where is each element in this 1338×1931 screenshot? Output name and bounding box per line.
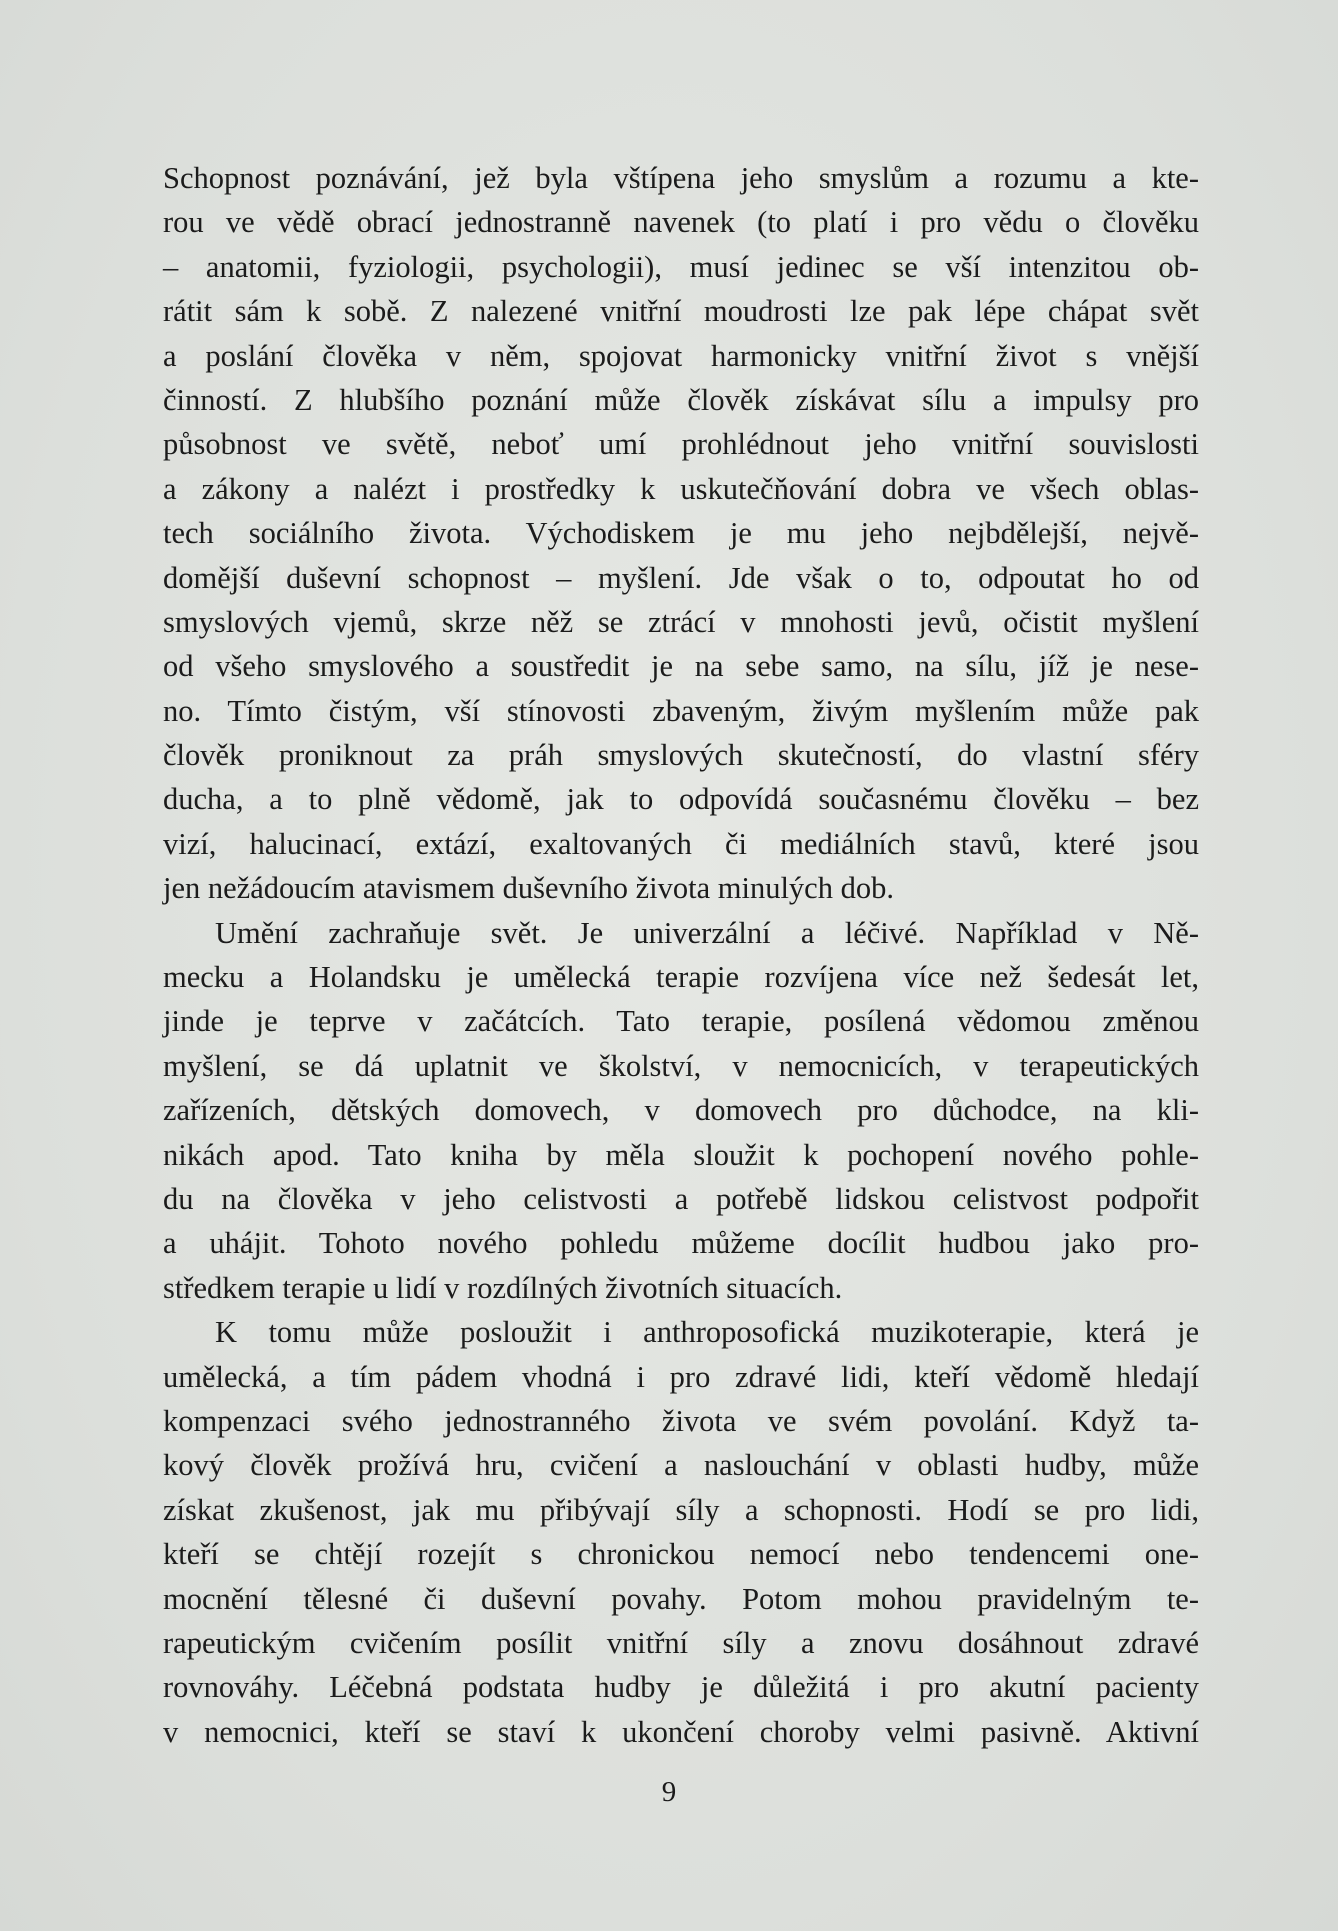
text-line: od všeho smyslového a soustředit je na sebe samo, na sílu, jíž je nese- xyxy=(163,649,1199,684)
text-line: kový člověk prožívá hru, cvičení a naslouchání v oblasti hudby, může xyxy=(163,1448,1199,1483)
text-line: jen nežádoucím atavismem duševního života minulých dob. xyxy=(163,871,894,906)
text-line: rou ve vědě obrací jednostranně navenek (to platí i pro vědu o člověku xyxy=(163,205,1199,240)
text-line: no. Tímto čistým, vší stínovosti zbaveným, živým myšlením může pak xyxy=(163,693,1199,728)
text-line: zařízeních, dětských domovech, v domovech pro důchodce, na kli- xyxy=(163,1093,1199,1128)
text-line: Schopnost poznávání, jež byla vštípena jeho smyslům a rozumu a kte- xyxy=(163,161,1199,195)
text-line: rapeutickým cvičením posílit vnitřní síly a znovu dosáhnout zdravé xyxy=(163,1625,1199,1660)
text-line: tech sociálního života. Východiskem je mu jeho nejbdělejší, nejvě- xyxy=(163,516,1199,551)
text-line: mecku a Holandsku je umělecká terapie rozvíjena více než šedesát let, xyxy=(163,960,1199,995)
text-line: činností. Z hlubšího poznání může člověk získávat sílu a impulsy pro xyxy=(163,382,1199,417)
text-line: – anatomii, fyziologii, psychologii), musí jedinec se vší intenzitou ob- xyxy=(163,249,1199,284)
text-line: působnost ve světě, neboť umí prohlédnout jeho vnitřní souvislosti xyxy=(163,427,1199,462)
text-line: jinde je teprve v začátcích. Tato terapie, posílená vědomou změnou xyxy=(163,1004,1199,1039)
text-line: Umění zachraňuje svět. Je univerzální a léčivé. Například v Ně- xyxy=(215,915,1199,950)
text-line: umělecká, a tím pádem vhodná i pro zdravé lidi, kteří vědomě hledají xyxy=(163,1359,1199,1394)
text-line: ducha, a to plně vědomě, jak to odpovídá současnému člověku – bez xyxy=(163,782,1199,817)
text-line: v nemocnici, kteří se staví k ukončení choroby velmi pasivně. Aktivní xyxy=(163,1714,1199,1749)
text-line: domější duševní schopnost – myšlení. Jde však o to, odpoutat ho od xyxy=(163,560,1199,595)
text-line: rátit sám k sobě. Z nalezené vnitřní moudrosti lze pak lépe chápat svět xyxy=(163,294,1199,329)
text-line: myšlení, se dá uplatnit ve školství, v nemocnicích, v terapeutických xyxy=(163,1048,1199,1083)
text-line: kteří se chtějí rozejít s chronickou nemocí nebo tendencemi one- xyxy=(163,1537,1199,1572)
page-number: 9 xyxy=(661,1776,677,1808)
text-line: a uhájit. Tohoto nového pohledu můžeme docílit hudbou jako pro- xyxy=(163,1226,1199,1261)
text-line: nikách apod. Tato kniha by měla sloužit k pochopení nového pohle- xyxy=(163,1137,1199,1172)
text-line: rovnováhy. Léčebná podstata hudby je důležitá i pro akutní pacienty xyxy=(163,1670,1199,1705)
text-line: K tomu může posloužit i anthroposofická muzikoterapie, která je xyxy=(215,1315,1199,1350)
text-line: získat zkušenost, jak mu přibývají síly a schopnosti. Hodí se pro lidi, xyxy=(163,1492,1199,1527)
text-line: a zákony a nalézt i prostředky k uskutečňování dobra ve všech oblas- xyxy=(163,471,1199,506)
text-line: mocnění tělesné či duševní povahy. Potom mohou pravidelným te- xyxy=(163,1581,1199,1616)
text-line: a poslání člověka v něm, spojovat harmonicky vnitřní život s vnější xyxy=(163,338,1199,373)
text-line: du na člověka v jeho celistvosti a potřebě lidskou celistvost podpořit xyxy=(163,1181,1199,1216)
text-line: kompenzaci svého jednostranného života ve svém povolání. Když ta- xyxy=(163,1403,1199,1438)
text-line: smyslových vjemů, skrze něž se ztrácí v mnohosti jevů, očistit myšlení xyxy=(163,604,1199,639)
text-line: člověk proniknout za práh smyslových skutečností, do vlastní sféry xyxy=(163,738,1199,773)
body-text xyxy=(163,156,1199,1754)
text-line: vizí, halucinací, extází, exaltovaných či mediálních stavů, které jsou xyxy=(163,826,1199,861)
text-line: středkem terapie u lidí v rozdílných životních situacích. xyxy=(163,1270,843,1305)
